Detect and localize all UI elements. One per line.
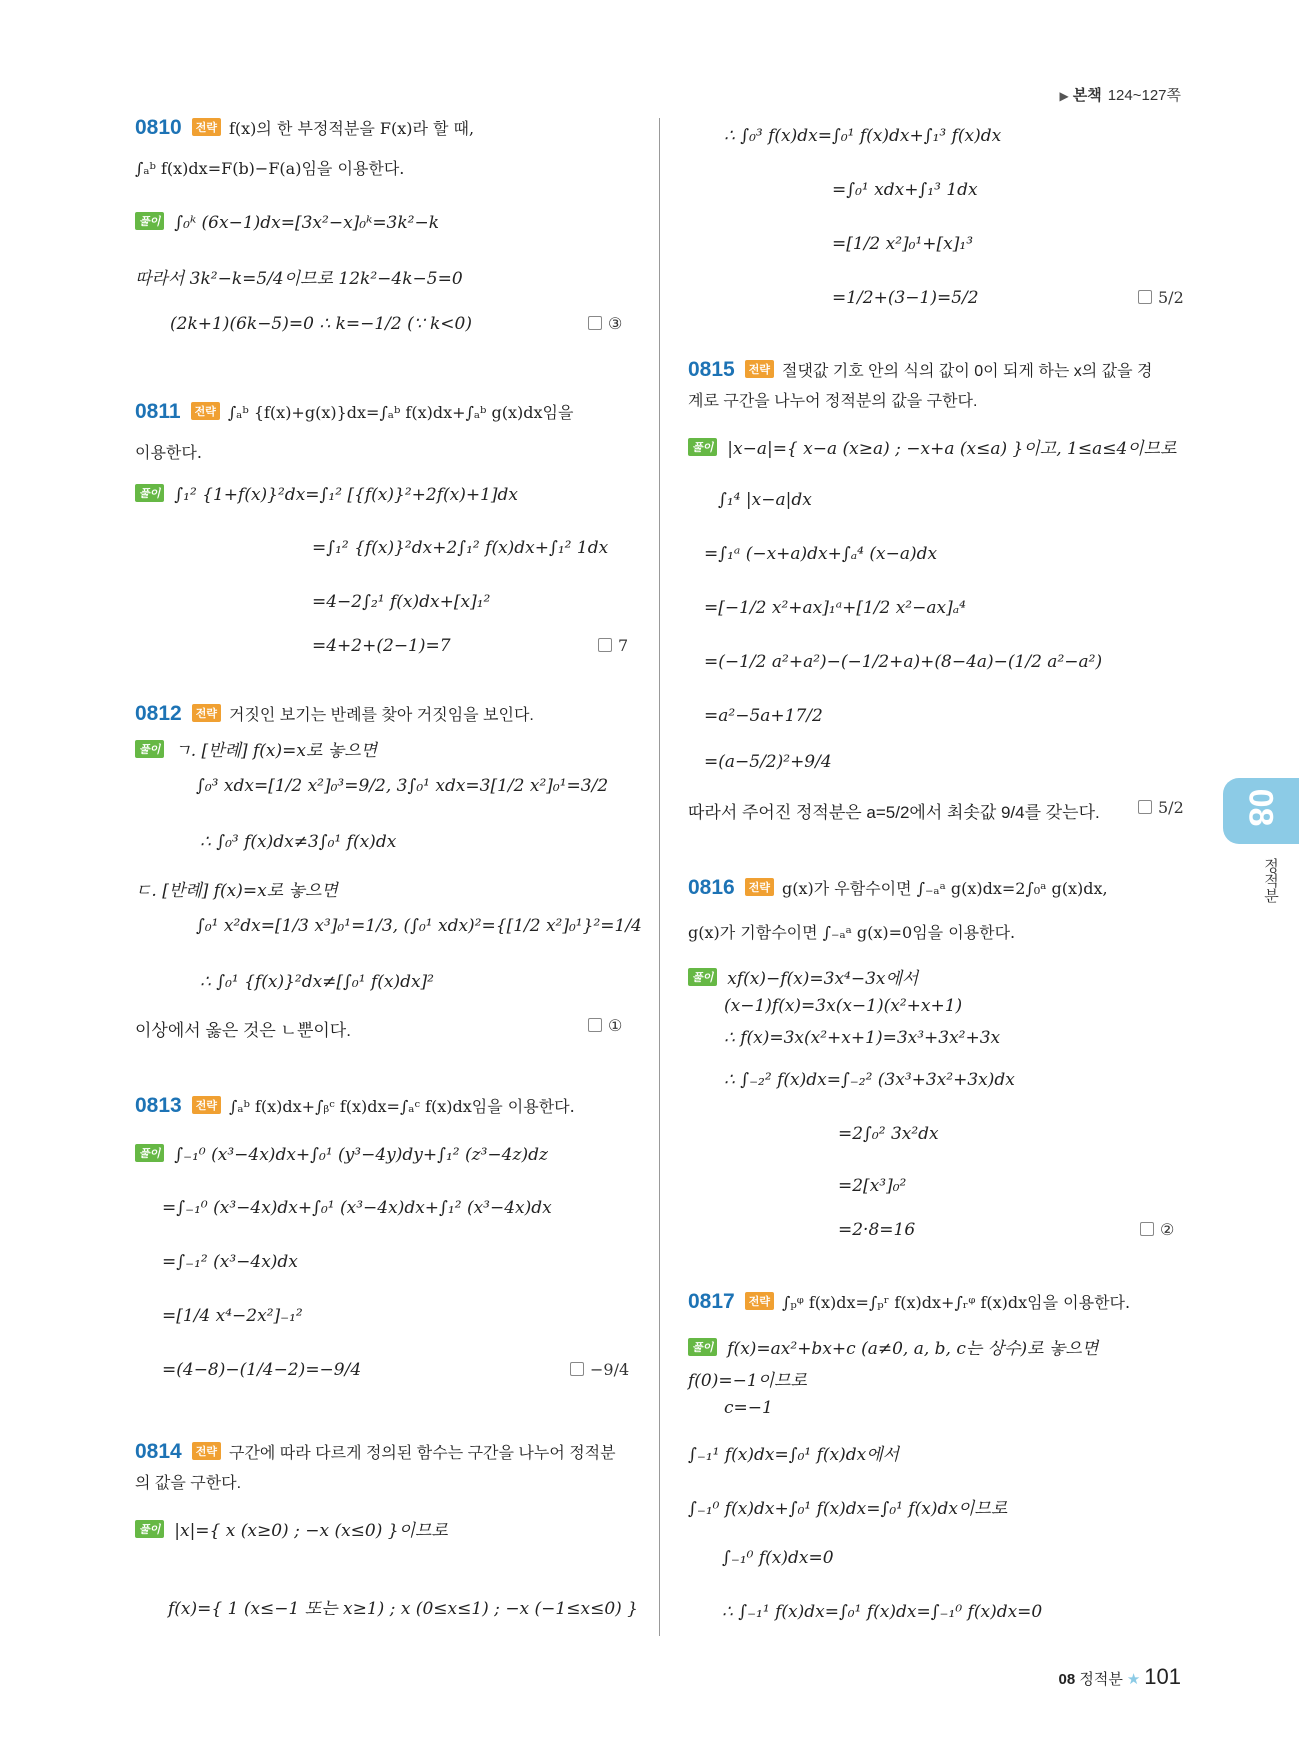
answer-icon — [1140, 1222, 1154, 1236]
answer: ② — [1140, 1220, 1174, 1239]
problem-0811-header — [135, 400, 573, 424]
problem-0813-header — [135, 1094, 575, 1118]
problem-0814-header — [135, 1440, 616, 1464]
solution-line: ∴ ∫₀³ f(x)dx≠3∫₀¹ f(x)dx — [200, 832, 397, 852]
solution-line: ∴ ∫₀³ f(x)dx=∫₀¹ f(x)dx+∫₁³ f(x)dx — [724, 126, 1002, 146]
solution-line: 따라서 주어진 정적분은 a=5/2에서 최솟값 9/4를 갖는다. — [688, 803, 1100, 822]
problem-0816-header — [688, 876, 1108, 900]
solution-line: =∫₋₁² (x³−4x)dx — [162, 1252, 298, 1272]
problem-0810-header — [135, 116, 474, 140]
solution-line: ∴ ∫₋₂² f(x)dx=∫₋₂² (3x³+3x²+3x)dx — [724, 1070, 1015, 1090]
problem-number: 0813 — [135, 1094, 182, 1117]
answer: 5/2 — [1138, 798, 1184, 817]
solution-line: 따라서 3k²−k=5/4이므로 12k²−4k−5=0 — [135, 269, 463, 289]
solution-badge: 풀이 — [688, 1338, 717, 1356]
solution-line: =2[x³]₀² — [838, 1176, 907, 1196]
strategy-badge: 전략 — [745, 1292, 774, 1310]
strategy-badge: 전략 — [745, 360, 774, 378]
solution-line: ∫₋₁⁰ f(x)dx+∫₀¹ f(x)dx=∫₀¹ f(x)dx이므로 — [688, 1499, 1008, 1519]
solution-line: =2·8=16 — [838, 1220, 916, 1240]
answer-icon — [1138, 800, 1152, 814]
solution-badge: 풀이 — [135, 740, 164, 758]
solution-badge: 풀이 — [688, 438, 717, 456]
answer: ① — [588, 1016, 622, 1035]
solution-line: =2∫₀² 3x²dx — [838, 1124, 939, 1144]
strategy-text: 거짓인 보기는 반례를 찾아 거짓임을 보인다. — [228, 707, 534, 724]
solution-line: (x−1)f(x)=3x(x−1)(x²+x+1) — [724, 996, 963, 1016]
solution-line: ∫₁⁴ |x−a|dx — [718, 490, 812, 510]
strategy-text: 구간에 따라 다르게 정의된 함수는 구간을 나누어 정적분 — [228, 1445, 616, 1462]
solution-line: =∫₁² {f(x)}²dx+2∫₁² f(x)dx+∫₁² 1dx — [312, 538, 609, 558]
solution-line: =4+2+(2−1)=7 — [312, 636, 451, 656]
strategy-badge: 전략 — [192, 1442, 221, 1460]
solution-line: ∴ ∫₀¹ {f(x)}²dx≠[∫₀¹ f(x)dx]² — [200, 972, 434, 992]
solution-line: =4−2∫₂¹ f(x)dx+[x]₁² — [312, 592, 491, 612]
solution-line: 풀이 ∫₀ᵏ (6x−1)dx=[3x²−x]₀ᵏ=3k²−k — [135, 212, 439, 233]
strategy-text: 계로 구간을 나누어 정적분의 값을 구한다. — [688, 393, 978, 410]
footer-title: 정적분 — [1079, 1671, 1123, 1688]
solution-line: ∴ f(x)=3x(x²+x+1)=3x³+3x²+3x — [724, 1028, 1001, 1048]
solution-line: 풀이 f(x)=ax²+bx+c (a≠0, a, b, c는 상수)로 놓으면 — [688, 1334, 1098, 1359]
strategy-badge: 전략 — [192, 118, 221, 136]
solution-line: 풀이 ㄱ. [반례] f(x)=x로 놓으면 — [135, 736, 377, 761]
solution-line: f(x)={ 1 (x≤−1 또는 x≥1) ; x (0≤x≤1) ; −x (−1≤x≤0) } — [168, 1599, 638, 1619]
strategy-badge: 전략 — [745, 878, 774, 896]
solution-line: ∫₋₁⁰ f(x)dx=0 — [722, 1548, 834, 1568]
answer-icon — [588, 1018, 602, 1032]
answer: −9/4 — [570, 1360, 629, 1379]
solution-line: ∴ ∫₋₁¹ f(x)dx=∫₀¹ f(x)dx=∫₋₁⁰ f(x)dx=0 — [722, 1602, 1043, 1622]
strategy-text: g(x)가 기함수이면 ∫₋ₐᵃ g(x)=0임을 이용한다. — [688, 923, 1016, 942]
solution-line: 풀이 |x|={ x (x≥0) ; −x (x≤0) }이므로 — [135, 1516, 448, 1541]
solution-line: f(0)=−1이므로 — [688, 1371, 807, 1391]
solution-line: =[1/4 x⁴−2x²]₋₁² — [162, 1306, 303, 1326]
column-divider — [659, 118, 660, 1636]
page-number: 101 — [1144, 1664, 1181, 1689]
solution-badge: 풀이 — [135, 1520, 164, 1538]
chapter-tab-number: 08 — [1241, 788, 1280, 827]
answer-icon — [570, 1362, 584, 1376]
solution-line: =(4−8)−(1/4−2)=−9/4 — [162, 1360, 362, 1380]
solution-line: (2k+1)(6k−5)=0 ∴ k=−1/2 (∵ k<0) — [170, 314, 472, 334]
problem-number: 0815 — [688, 358, 735, 381]
solution-line: =[1/2 x²]₀¹+[x]₁³ — [832, 234, 974, 254]
problem-0817-header — [688, 1290, 1130, 1314]
page-reference — [1059, 84, 1181, 105]
solution-line: =[−1/2 x²+ax]₁ᵃ+[1/2 x²−ax]ₐ⁴ — [704, 598, 966, 618]
reference-label: 본책 — [1072, 87, 1102, 104]
problem-0815-header — [688, 358, 1152, 382]
solution-line: c=−1 — [724, 1398, 773, 1418]
solution-line: 풀이 xf(x)−f(x)=3x⁴−3x에서 — [688, 964, 918, 989]
strategy-text: 절댓값 기호 안의 식의 값이 0이 되게 하는 x의 값을 경 — [781, 363, 1153, 380]
solution-line: ∫₀¹ x²dx=[1/3 x³]₀¹=1/3, (∫₀¹ xdx)²={[1/2 x²]₀¹}²=1/4 — [196, 916, 642, 936]
problem-number: 0811 — [135, 400, 181, 423]
solution-line: =1/2+(3−1)=5/2 — [832, 288, 979, 308]
answer: 5/2 — [1138, 288, 1184, 307]
strategy-text: 이용한다. — [135, 443, 202, 462]
strategy-badge: 전략 — [192, 704, 221, 722]
star-icon: ★ — [1126, 1671, 1141, 1688]
strategy-text: g(x)가 우함수이면 ∫₋ₐᵃ g(x)dx=2∫₀ᵃ g(x)dx, — [781, 879, 1108, 898]
solution-badge: 풀이 — [135, 212, 164, 230]
problem-number: 0816 — [688, 876, 735, 899]
footer-chapter: 08 — [1058, 1671, 1076, 1688]
solution-line: 이상에서 옳은 것은 ㄴ뿐이다. — [135, 1021, 351, 1040]
solution-line: ∫₋₁¹ f(x)dx=∫₀¹ f(x)dx에서 — [688, 1445, 900, 1465]
problem-number: 0810 — [135, 116, 182, 139]
strategy-text: f(x)의 한 부정적분을 F(x)라 할 때, — [228, 119, 475, 138]
solution-badge: 풀이 — [135, 1144, 164, 1162]
page-footer — [1058, 1664, 1181, 1690]
problem-number: 0814 — [135, 1440, 182, 1463]
solution-badge: 풀이 — [135, 484, 164, 502]
strategy-badge: 전략 — [192, 1096, 221, 1114]
answer-icon — [1138, 290, 1152, 304]
strategy-text: ∫ₚᵠ f(x)dx=∫ₚʳ f(x)dx+∫ᵣᵠ f(x)dx임을 이용한다. — [781, 1293, 1131, 1312]
problem-number: 0812 — [135, 702, 182, 725]
solution-line: =a²−5a+17/2 — [704, 706, 823, 726]
answer-icon — [588, 316, 602, 330]
triangle-icon: ▶ — [1059, 89, 1069, 103]
solution-line: =(−1/2 a²+a²)−(−1/2+a)+(8−4a)−(1/2 a²−a²) — [704, 652, 1103, 672]
solution-line: 풀이 ∫₋₁⁰ (x³−4x)dx+∫₀¹ (y³−4y)dy+∫₁² (z³−4z)dz — [135, 1144, 548, 1165]
strategy-text: ∫ₐᵇ f(x)dx+∫ᵦᶜ f(x)dx=∫ₐᶜ f(x)dx임을 이용한다. — [228, 1097, 575, 1116]
answer: ③ — [588, 314, 622, 333]
strategy-text: ∫ₐᵇ {f(x)+g(x)}dx=∫ₐᵇ f(x)dx+∫ₐᵇ g(x)dx임을 — [227, 403, 574, 422]
reference-pages: 124~127쪽 — [1107, 87, 1181, 104]
solution-badge: 풀이 — [688, 968, 717, 986]
solution-line: =(a−5/2)²+9/4 — [704, 752, 832, 772]
strategy-text: ∫ₐᵇ f(x)dx=F(b)−F(a)임을 이용한다. — [135, 159, 405, 178]
solution-line: 풀이 |x−a|={ x−a (x≥a) ; −x+a (x≤a) }이고, 1≤a≤4이므로 — [688, 434, 1177, 459]
chapter-tab-title: 정적분 — [1262, 858, 1279, 903]
chapter-tab — [1223, 778, 1299, 844]
problem-number: 0817 — [688, 1290, 735, 1313]
solution-line: =∫₀¹ xdx+∫₁³ 1dx — [832, 180, 978, 200]
solution-line: 풀이 ∫₁² {1+f(x)}²dx=∫₁² [{f(x)}²+2f(x)+1]dx — [135, 484, 518, 505]
answer: 7 — [598, 636, 628, 655]
answer-icon — [598, 638, 612, 652]
solution-line: =∫₋₁⁰ (x³−4x)dx+∫₀¹ (x³−4x)dx+∫₁² (x³−4x)dx — [162, 1198, 552, 1218]
solution-line: ㄷ. [반례] f(x)=x로 놓으면 — [135, 881, 338, 901]
solution-line: =∫₁ᵃ (−x+a)dx+∫ₐ⁴ (x−a)dx — [704, 544, 938, 564]
strategy-text: 의 값을 구한다. — [135, 1475, 242, 1492]
strategy-badge: 전략 — [191, 402, 220, 420]
solution-line: ∫₀³ xdx=[1/2 x²]₀³=9/2, 3∫₀¹ xdx=3[1/2 x²]₀¹=3/2 — [196, 776, 609, 796]
problem-0812-header — [135, 702, 534, 726]
